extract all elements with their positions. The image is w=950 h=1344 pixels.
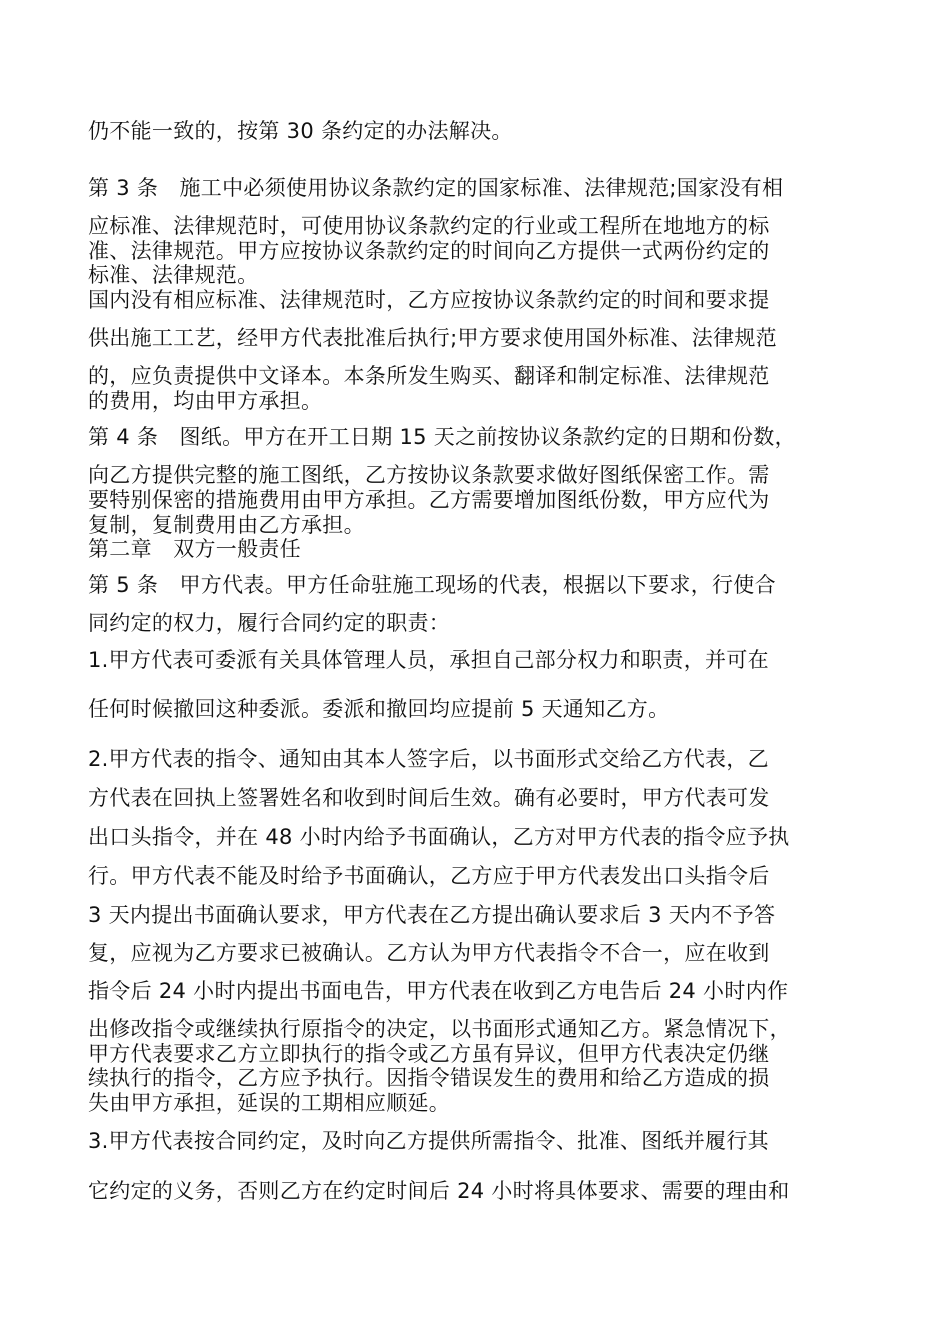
text-line: 第 3 条 施工中必须使用协议条款约定的国家标准、法律规范;国家没有相 [88,176,784,200]
text-line: 国内没有相应标准、法律规范时，乙方应按协议条款约定的时间和要求提 [88,288,770,312]
text-line: 续执行的指令，乙方应予执行。因指令错误发生的费用和给乙方造成的损 [88,1066,770,1090]
text-line: 仍不能一致的，按第 30 条约定的办法解决。 [88,119,513,143]
text-line: 供出施工工艺，经甲方代表批准后执行;甲方要求使用国外标准、法律规范 [88,326,777,350]
text-line: 3 天内提出书面确认要求，甲方代表在乙方提出确认要求后 3 天内不予答 [88,903,776,927]
text-line: 失由甲方承担，延误的工期相应顺延。 [88,1091,451,1115]
text-line: 要特别保密的措施费用由甲方承担。乙方需要增加图纸份数，甲方应代为 [88,488,770,512]
text-line: 的费用，均由甲方承担。 [88,389,323,413]
chapter-heading: 第二章 双方一般责任 [88,537,301,561]
text-line: 1.甲方代表可委派有关具体管理人员，承担自己部分权力和职责，并可在 [88,648,769,672]
text-line: 准、法律规范。甲方应按协议条款约定的时间向乙方提供一式两份约定的 [88,239,770,263]
text-line: 复制，复制费用由乙方承担。 [88,513,365,537]
text-line: 甲方代表要求乙方立即执行的指令或乙方虽有异议，但甲方代表决定仍继 [88,1042,770,1066]
text-line: 第 4 条 图纸。甲方在开工日期 15 天之前按协议条款约定的日期和份数， [88,425,796,449]
text-line: 的，应负责提供中文译本。本条所发生购买、翻译和制定标准、法律规范 [88,364,770,388]
text-line: 它约定的义务，否则乙方在约定时间后 24 小时将具体要求、需要的理由和 [88,1179,790,1203]
text-line: 方代表在回执上签署姓名和收到时间后生效。确有必要时，甲方代表可发 [88,786,770,810]
text-line: 行。甲方代表不能及时给予书面确认，乙方应于甲方代表发出口头指令后 [88,864,770,888]
text-line: 向乙方提供完整的施工图纸，乙方按协议条款要求做好图纸保密工作。需 [88,463,770,487]
text-line: 任何时候撤回这种委派。委派和撤回均应提前 5 天通知乙方。 [88,697,670,721]
text-line: 出口头指令，并在 48 小时内给予书面确认，乙方对甲方代表的指令应予执 [88,825,790,849]
text-line: 2.甲方代表的指令、通知由其本人签字后，以书面形式交给乙方代表，乙 [88,747,769,771]
text-line: 标准、法律规范。 [88,263,259,287]
text-line: 第 5 条 甲方代表。甲方任命驻施工现场的代表，根据以下要求，行使合 [88,573,776,597]
text-line: 应标准、法律规范时，可使用协议条款约定的行业或工程所在地地方的标 [88,214,770,238]
text-line: 3.甲方代表按合同约定，及时向乙方提供所需指令、批准、图纸并履行其 [88,1129,769,1153]
text-line: 复，应视为乙方要求已被确认。乙方认为甲方代表指令不合一，应在收到 [88,941,770,965]
text-line: 同约定的权力，履行合同约定的职责： [88,611,451,635]
text-line: 指令后 24 小时内提出书面电告，甲方代表在收到乙方电告后 24 小时内作 [88,979,789,1003]
text-line: 出修改指令或继续执行原指令的决定，以书面形式通知乙方。紧急情况下， [88,1017,791,1041]
